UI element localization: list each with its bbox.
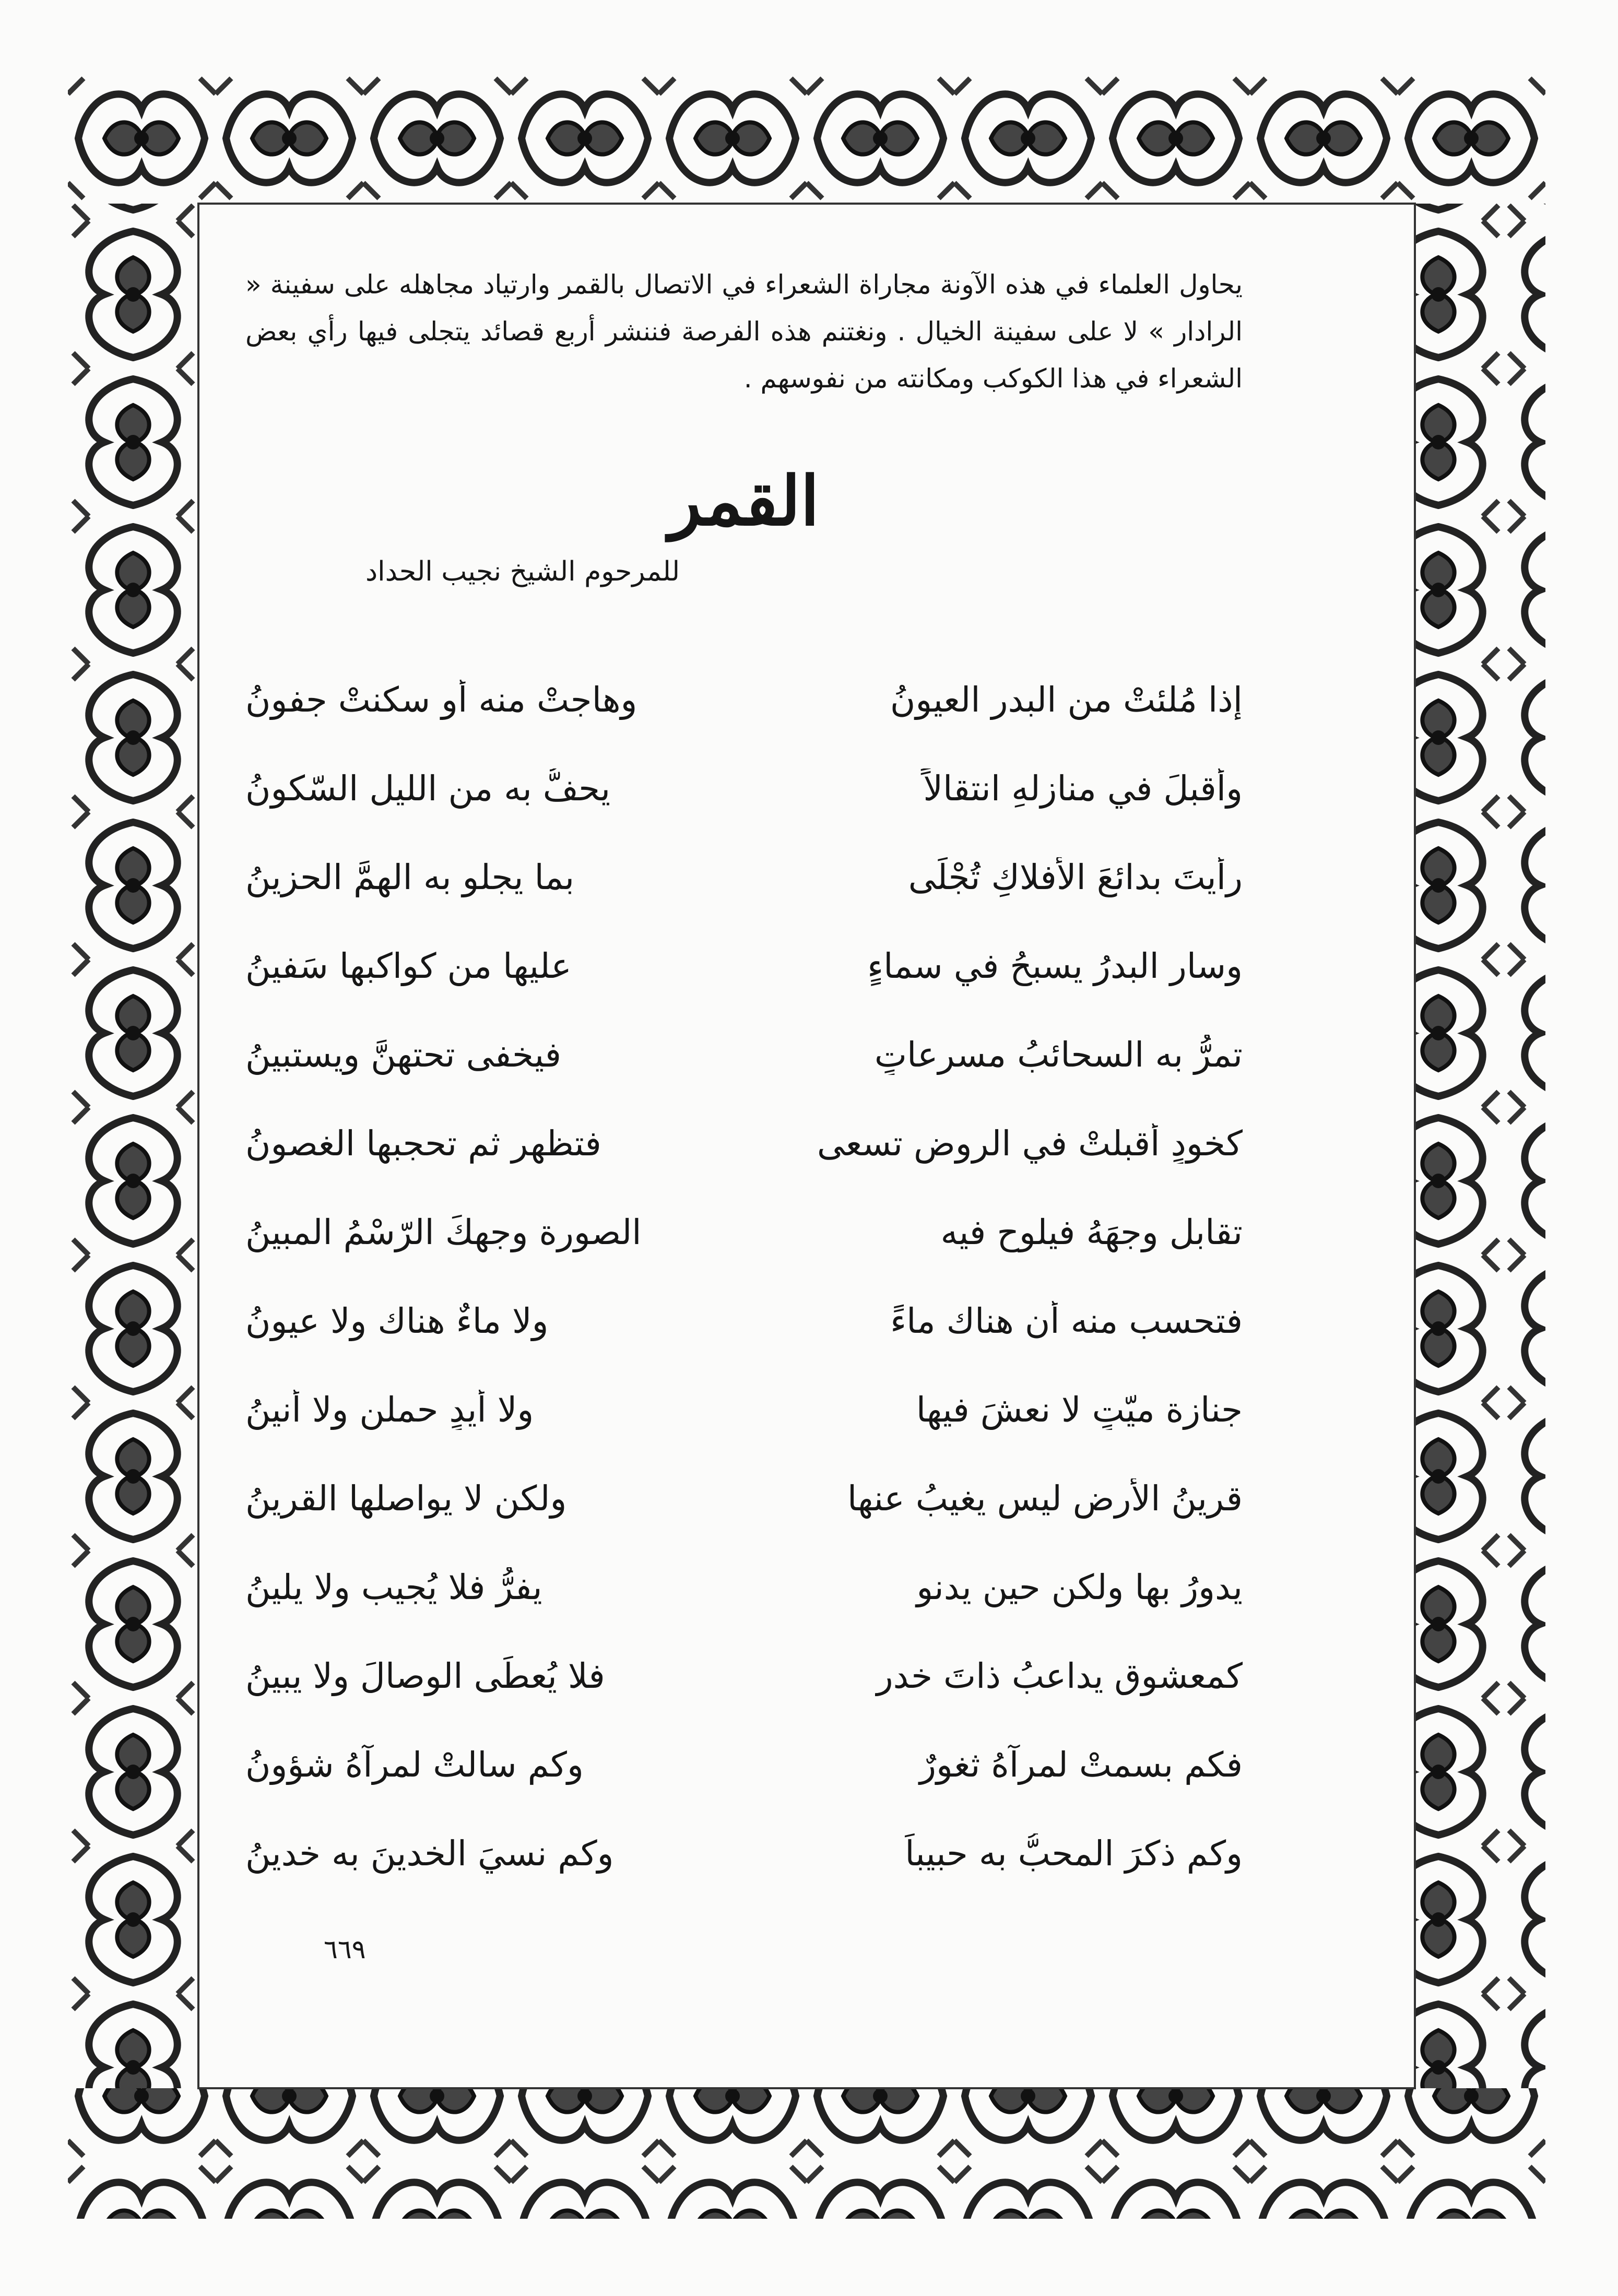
verse-second-hemistich: ولا ماءٌ هناك ولا عيونُ <box>245 1300 549 1341</box>
verse-first-hemistich: وأقبلَ في منازلهِ انتقالاً <box>923 768 1243 809</box>
poem-body <box>245 655 1243 1898</box>
verse-second-hemistich: بما يجلو به الهمَّ الحزينُ <box>245 857 575 897</box>
verse-first-hemistich: فكم بسمتْ لمرآهُ ثغورٌ <box>919 1744 1243 1785</box>
verse-second-hemistich: عليها من كواكبها سَفينُ <box>245 945 572 986</box>
verse <box>245 1010 1243 1099</box>
verse <box>245 744 1243 833</box>
verse <box>245 1276 1243 1365</box>
verse <box>245 921 1243 1010</box>
intro-paragraph: يحاول العلماء في هذه الآونة مجاراة الشعراء في الاتصال بالقمر وارتياد مجاهله على سفينة « الرادار » لا على سفينة الخيال . ونغتنم هذه الفرصة فننشر أربع قصائد يتجلى فيها رأي بعض الشعراء في هذا الكوكب ومكانته من نفوسهم . <box>245 269 1243 394</box>
verse <box>245 1543 1243 1631</box>
verse-first-hemistich: تمرُّ به السحائبُ مسرعاتٍ <box>874 1034 1243 1075</box>
verse-first-hemistich: إذا مُلئتْ من البدرِ العيونُ <box>890 679 1243 720</box>
verse-second-hemistich: يفرُّ فلا يُجيب ولا يلينُ <box>245 1567 542 1607</box>
verse-first-hemistich: وكم ذكرَ المحبُّ به حبيباً <box>905 1833 1243 1874</box>
verse-first-hemistich: كخودٍ أقبلتْ في الروض تسعى <box>817 1123 1243 1164</box>
verse-second-hemistich: فيخفى تحتهنَّ ويستبينُ <box>245 1034 562 1075</box>
verse-first-hemistich: كمعشوقٍ يداعبُ ذاتَ خدرٍ <box>876 1655 1243 1696</box>
verse <box>245 655 1243 744</box>
verse-second-hemistich: وكم سالتْ لمرآهُ شؤونُ <box>245 1744 584 1785</box>
verse-second-hemistich: فتظهر ثم تحجبها الغصونُ <box>245 1123 601 1164</box>
verse-second-hemistich: وكم نسيَ الخدينَ به خدينُ <box>245 1833 614 1874</box>
verse-first-hemistich: جنازة ميّتٍ لا نعشَ فيها <box>916 1389 1243 1430</box>
verse <box>245 1809 1243 1898</box>
verse-first-hemistich: قرينُ الأرضِ ليس يغيبُ عنها <box>847 1478 1243 1519</box>
verse-first-hemistich: رأيتَ بدائعَ الأفلاكِ تُجْلَى <box>908 857 1243 897</box>
verse-first-hemistich: وسار البدرُ يسبحُ في سماءٍ <box>867 945 1243 986</box>
page-number: ٦٦٩ <box>324 1934 366 1964</box>
verse-second-hemistich: الصورة وجهكَ الرّسْمُ المبينُ <box>245 1212 642 1252</box>
verse-second-hemistich: فلا يُعطَى الوصالَ ولا يبينُ <box>245 1655 605 1696</box>
verse-second-hemistich: يحفُّ به من الليلِ السّكونُ <box>245 768 611 809</box>
verse <box>245 833 1243 921</box>
verse-second-hemistich: ولا أيدٍ حملن ولا أنينُ <box>245 1389 534 1430</box>
verse <box>245 1188 1243 1276</box>
verse <box>245 1631 1243 1720</box>
verse-second-hemistich: ولكن لا يواصلها القرينُ <box>245 1478 567 1519</box>
main-content <box>245 261 1243 2062</box>
verse <box>245 1365 1243 1454</box>
verse-first-hemistich: تقابل وجهَهُ فيلوح فيه <box>940 1212 1243 1252</box>
poem-title: القمر <box>668 461 820 541</box>
verse-second-hemistich: وهاجتْ منه أو سكنتْ جفونُ <box>245 679 637 720</box>
verse <box>245 1720 1243 1809</box>
poem-author: للمرحوم الشيخ نجيب الحداد <box>365 556 680 587</box>
verse-first-hemistich: يدورُ بها ولكن حين يدنو <box>916 1567 1243 1607</box>
verse <box>245 1099 1243 1188</box>
verse-first-hemistich: فتحسب منه أن هناك ماءً <box>890 1300 1243 1341</box>
verse <box>245 1454 1243 1543</box>
